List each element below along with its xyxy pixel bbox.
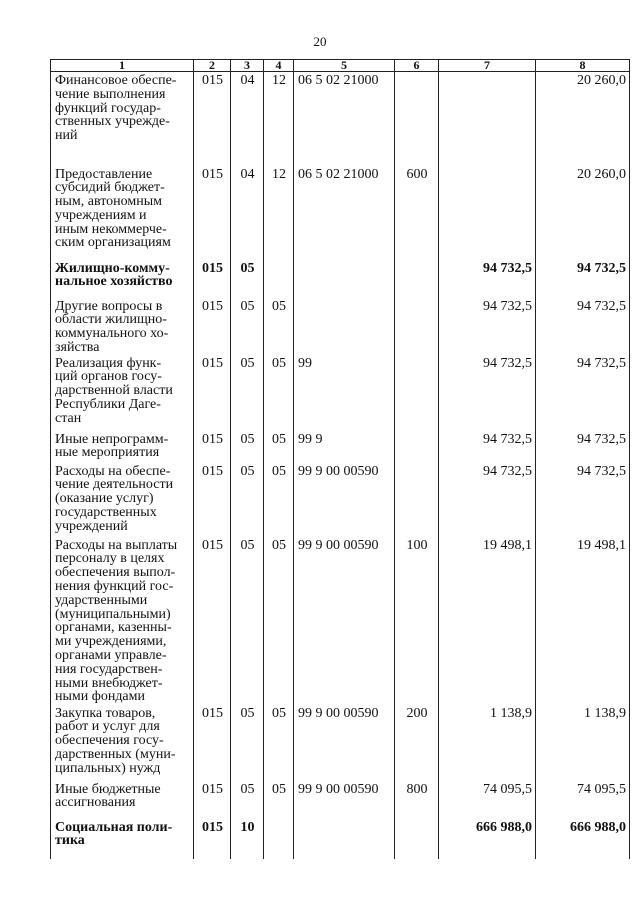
- row-name-line: Закупка товаров,: [55, 705, 156, 721]
- amount-year-1-cell: 94 732,5: [439, 463, 536, 537]
- table-row: [51, 72, 630, 166]
- row-name-line: функций государ-: [55, 100, 161, 116]
- gov-code-cell: 015: [194, 781, 231, 819]
- row-name-line: иным некоммерче-: [55, 221, 167, 237]
- row-name-line: ций органов госу-: [55, 369, 162, 385]
- subsection-code-cell: 05: [264, 705, 294, 781]
- header-col-4: 4: [264, 60, 294, 72]
- expense-type-cell: [395, 260, 439, 298]
- subsection-code-cell: 05: [264, 298, 294, 355]
- row-name-line: тика: [55, 833, 85, 849]
- header-col-5: 5: [294, 60, 395, 72]
- row-name-line: ным, автономным: [55, 194, 163, 210]
- header-col-3: 3: [231, 60, 264, 72]
- gov-code-cell: 015: [194, 819, 231, 859]
- gov-code-cell: 015: [194, 72, 231, 166]
- section-code-cell: 05: [231, 431, 264, 463]
- row-name-line: Расходы на выплаты: [55, 537, 178, 553]
- row-name-line: ными внебюджет-: [55, 675, 163, 691]
- row-name-line: Республики Даге-: [55, 397, 161, 413]
- table-body: [51, 72, 630, 859]
- header-col-7: 7: [439, 60, 536, 72]
- section-code-cell: 05: [231, 355, 264, 431]
- table-row: [51, 260, 630, 298]
- row-name-line: Реализация функ-: [55, 355, 162, 371]
- target-article-cell: [294, 819, 395, 859]
- page-number: 20: [313, 34, 327, 49]
- subsection-code-cell: 05: [264, 355, 294, 431]
- row-name-cell: [51, 355, 194, 431]
- table-row: [51, 298, 630, 355]
- section-code-cell: 10: [231, 819, 264, 859]
- amount-year-2-cell: 94 732,5: [536, 431, 630, 463]
- expense-type-cell: 200: [395, 705, 439, 781]
- row-name-line: обеспечения госу-: [55, 733, 164, 749]
- header-row: [51, 60, 630, 72]
- expense-type-cell: [395, 463, 439, 537]
- target-article-cell: 99 9: [294, 431, 395, 463]
- table-row: [51, 537, 630, 705]
- subsection-code-cell: 05: [264, 781, 294, 819]
- amount-year-2-cell: 666 988,0: [536, 819, 630, 859]
- target-article-cell: 06 5 02 21000: [294, 72, 395, 166]
- row-name-line: Финансовое обеспе-: [55, 73, 177, 88]
- target-article-cell: 06 5 02 21000: [294, 166, 395, 260]
- expense-type-cell: [395, 72, 439, 166]
- row-name-line: учреждений: [55, 518, 128, 534]
- row-name-line: (оказание услуг): [55, 491, 154, 507]
- row-name-line: ний: [55, 128, 78, 144]
- expense-type-cell: [395, 431, 439, 463]
- expense-type-cell: [395, 355, 439, 431]
- subsection-code-cell: 05: [264, 431, 294, 463]
- subsection-code-cell: 05: [264, 537, 294, 705]
- gov-code-cell: 015: [194, 355, 231, 431]
- amount-year-1-cell: 94 732,5: [439, 431, 536, 463]
- target-article-cell: 99 9 00 00590: [294, 705, 395, 781]
- subsection-code-cell: [264, 819, 294, 859]
- header-col-1: 1: [51, 60, 194, 72]
- expense-type-cell: [395, 298, 439, 355]
- header-col-8: 8: [536, 60, 630, 72]
- row-name-line: ципальных) нужд: [55, 760, 161, 776]
- row-name-line: ми учреждениями,: [55, 634, 167, 650]
- amount-year-1-cell: 94 732,5: [439, 260, 536, 298]
- gov-code-cell: 015: [194, 463, 231, 537]
- row-name-line: государственных: [55, 505, 157, 521]
- row-name-line: чение выполнения: [55, 86, 166, 102]
- row-name-line: ским организациям: [55, 235, 171, 251]
- row-name-line: органами управле-: [55, 648, 167, 664]
- expense-type-cell: 100: [395, 537, 439, 705]
- section-code-cell: 05: [231, 705, 264, 781]
- section-code-cell: 05: [231, 260, 264, 298]
- table-row: [51, 819, 630, 859]
- target-article-cell: 99 9 00 00590: [294, 537, 395, 705]
- row-name-cell: [51, 166, 194, 260]
- amount-year-2-cell: 94 732,5: [536, 298, 630, 355]
- row-name-line: персоналу в целях: [55, 551, 165, 567]
- row-name-line: стан: [55, 410, 82, 426]
- row-name-line: Другие вопросы в: [55, 298, 163, 314]
- row-name-cell: [51, 298, 194, 355]
- section-code-cell: 05: [231, 298, 264, 355]
- row-name-cell: [51, 260, 194, 298]
- amount-year-2-cell: 20 260,0: [536, 72, 630, 166]
- subsection-code-cell: 05: [264, 463, 294, 537]
- table-row: [51, 355, 630, 431]
- row-name-line: коммунального хо-: [55, 326, 169, 342]
- amount-year-2-cell: 19 498,1: [536, 537, 630, 705]
- table-row: [51, 431, 630, 463]
- gov-code-cell: 015: [194, 298, 231, 355]
- amount-year-2-cell: 1 138,9: [536, 705, 630, 781]
- gov-code-cell: 015: [194, 260, 231, 298]
- section-code-cell: 04: [231, 72, 264, 166]
- row-name-line: ударственными: [55, 592, 148, 608]
- row-name-line: Расходы на обеспе-: [55, 463, 171, 479]
- row-name-line: ассигнования: [55, 795, 136, 811]
- amount-year-1-cell: 94 732,5: [439, 355, 536, 431]
- gov-code-cell: 015: [194, 537, 231, 705]
- row-name-line: Предоставление: [55, 166, 153, 182]
- row-name-line: Жилищно-комму-: [55, 260, 170, 276]
- amount-year-2-cell: 94 732,5: [536, 355, 630, 431]
- table-row: [51, 463, 630, 537]
- gov-code-cell: 015: [194, 705, 231, 781]
- section-code-cell: 05: [231, 463, 264, 537]
- amount-year-1-cell: [439, 72, 536, 166]
- target-article-cell: 99: [294, 355, 395, 431]
- amount-year-2-cell: 74 095,5: [536, 781, 630, 819]
- gov-code-cell: 015: [194, 166, 231, 260]
- row-name-cell: [51, 819, 194, 859]
- row-name-line: зяйства: [55, 339, 100, 355]
- row-name-line: органами, казенны-: [55, 620, 172, 636]
- amount-year-1-cell: 74 095,5: [439, 781, 536, 819]
- table-row: [51, 781, 630, 819]
- table-row: [51, 705, 630, 781]
- section-code-cell: 04: [231, 166, 264, 260]
- amount-year-2-cell: 20 260,0: [536, 166, 630, 260]
- target-article-cell: 99 9 00 00590: [294, 463, 395, 537]
- row-name-line: (муниципальными): [55, 606, 171, 622]
- expense-type-cell: 800: [395, 781, 439, 819]
- target-article-cell: [294, 260, 395, 298]
- amount-year-2-cell: 94 732,5: [536, 260, 630, 298]
- row-name-cell: [51, 431, 194, 463]
- row-name-cell: [51, 705, 194, 781]
- row-name-line: области жилищно-: [55, 312, 167, 328]
- row-name-line: нения функций гос-: [55, 579, 174, 595]
- amount-year-2-cell: 94 732,5: [536, 463, 630, 537]
- section-code-cell: 05: [231, 781, 264, 819]
- row-name-line: Социальная поли-: [55, 819, 173, 835]
- row-name-line: работ и услуг для: [55, 719, 160, 735]
- section-code-cell: 05: [231, 537, 264, 705]
- row-name-line: субсидий бюджет-: [55, 180, 165, 196]
- header-col-2: 2: [194, 60, 231, 72]
- row-name-cell: [51, 537, 194, 705]
- row-name-line: чение деятельности: [55, 477, 174, 493]
- expense-type-cell: 600: [395, 166, 439, 260]
- row-name-line: нальное хозяйство: [55, 274, 173, 290]
- budget-table: [50, 59, 630, 859]
- row-name-line: ные мероприятия: [55, 445, 160, 461]
- row-name-cell: [51, 781, 194, 819]
- amount-year-1-cell: 666 988,0: [439, 819, 536, 859]
- row-name-line: Иные бюджетные: [55, 781, 161, 797]
- row-name-line: ния государствен-: [55, 661, 163, 677]
- row-name-line: дарственных (муни-: [55, 747, 176, 763]
- amount-year-1-cell: 19 498,1: [439, 537, 536, 705]
- amount-year-1-cell: 1 138,9: [439, 705, 536, 781]
- table-row: [51, 166, 630, 260]
- amount-year-1-cell: [439, 166, 536, 260]
- subsection-code-cell: 12: [264, 72, 294, 166]
- target-article-cell: [294, 298, 395, 355]
- row-name-line: Иные непрограмм-: [55, 431, 169, 447]
- row-name-line: обеспечения выпол-: [55, 565, 176, 581]
- header-col-6: 6: [395, 60, 439, 72]
- expense-type-cell: [395, 819, 439, 859]
- row-name-line: дарственной власти: [55, 383, 173, 399]
- gov-code-cell: 015: [194, 431, 231, 463]
- subsection-code-cell: 12: [264, 166, 294, 260]
- amount-year-1-cell: 94 732,5: [439, 298, 536, 355]
- row-name-cell: [51, 463, 194, 537]
- row-name-line: ственных учрежде-: [55, 114, 170, 130]
- target-article-cell: 99 9 00 00590: [294, 781, 395, 819]
- row-name-cell: [51, 72, 194, 166]
- subsection-code-cell: [264, 260, 294, 298]
- row-name-line: ными фондами: [55, 689, 146, 705]
- row-name-line: учреждениям и: [55, 207, 147, 223]
